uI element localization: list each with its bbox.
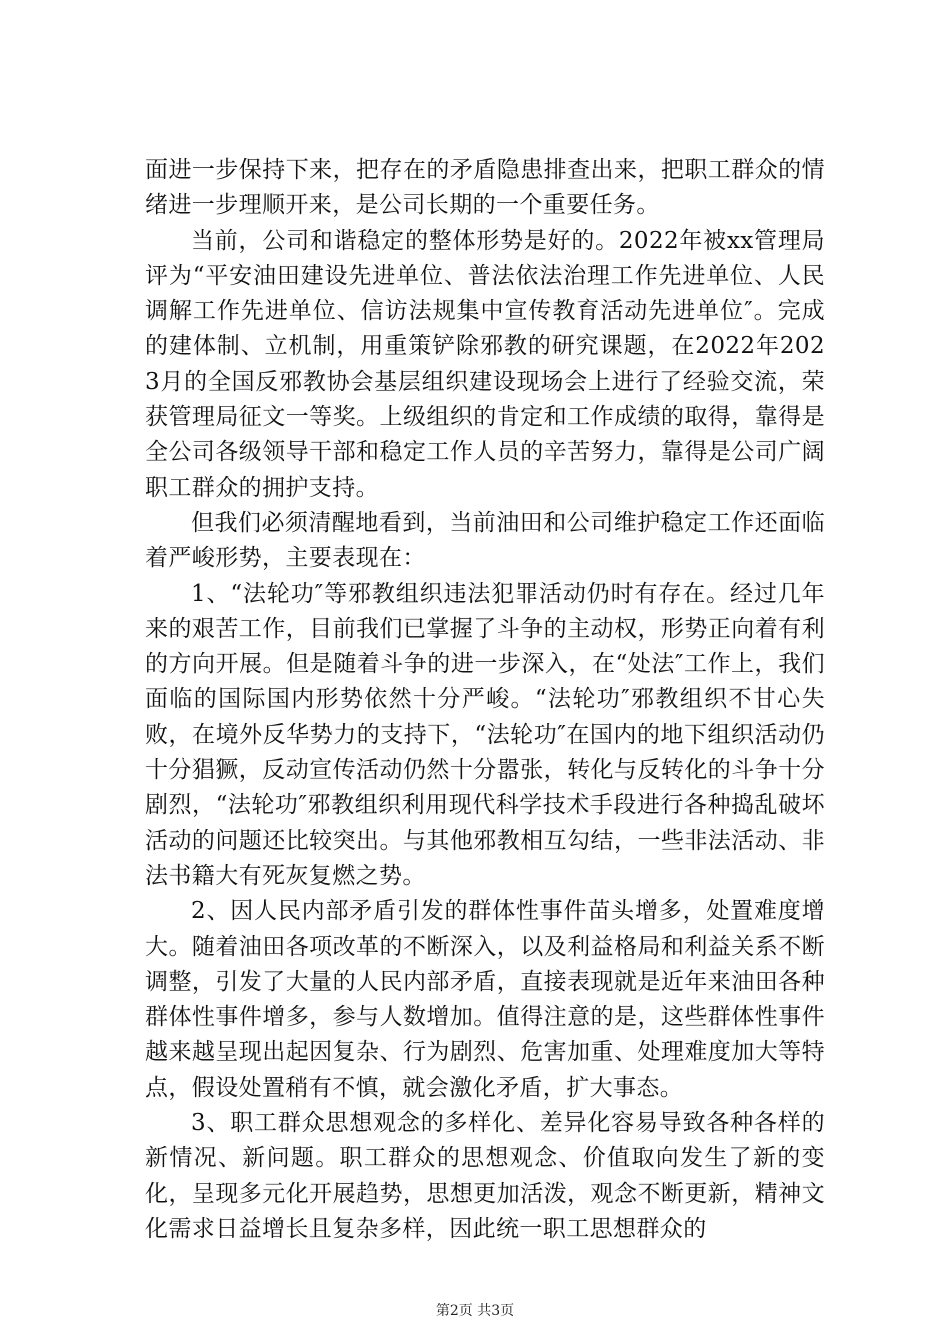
page-footer: 第2页 共3页	[435, 1303, 515, 1319]
paragraph-point-3: 3、职工群众思想观念的多样化、差异化容易导致各种各样的新情况、新问题。职工群众的思想观念、价值取向发生了新的变化，呈现多元化开展趋势，思想更加活泼，观念不断更新，精神文化需求日益增长且复杂多样，因此统一职工思想群众的	[145, 1110, 825, 1242]
paragraph-situation: 当前，公司和谐稳定的整体形势是好的。2022年被xx管理局评为“平安油田建设先进单位、普法依法治理工作先进单位、人民调解工作先进单位、信访法规集中宣传教育活动先进单位″。完成的建体制、立机制，用重策铲除邪教的研究课题，在2022年2023月的全国反邪教协会基层组织建设现场会上进行了经验交流，荣获管理局征文一等奖。上级组织的肯定和工作成绩的取得，靠得是全公司各级领导干部和稳定工作人员的辛苦努力，靠得是公司广阔职工群众的拥护支持。	[145, 227, 825, 501]
document-body	[145, 153, 825, 1247]
paragraph-point-2: 2、因人民内部矛盾引发的群体性事件苗头增多，处置难度增大。随着油田各项改革的不断深入，以及利益格局和利益关系不断调整，引发了大量的人民内部矛盾，直接表现就是近年来油田各种群体性事件增多，参与人数增加。值得注意的是，这些群体性事件越来越呈现出起因复杂、行为剧烈、危害加重、处理难度加大等特点，假设处置稍有不慎，就会激化矛盾，扩大事态。	[145, 898, 825, 1101]
paragraph-continuation: 面进一步保持下来，把存在的矛盾隐患排查出来，把职工群众的情绪进一步理顺开来，是公司长期的一个重要任务。	[145, 157, 825, 219]
paragraph-challenges-intro: 但我们必须清醒地看到，当前油田和公司维护稳定工作还面临着严峻形势，主要表现在：	[145, 509, 825, 572]
paragraph-point-1: 1、“法轮功″等邪教组织违法犯罪活动仍时有存在。经过几年来的艰苦工作，目前我们已掌握了斗争的主动权，形势正向着有利的方向开展。但是随着斗争的进一步深入，在“处法″工作上，我们面临的国际国内形势依然十分严峻。“法轮功″邪教组织不甘心失败，在境外反华势力的支持下，“法轮功″在国内的地下组织活动仍十分猖獗，反动宣传活动仍然十分嚣张，转化与反转化的斗争十分剧烈，“法轮功″邪教组织利用现代科学技术手段进行各种捣乱破坏活动的问题还比较突出。与其他邪教相互勾结，一些非法活动、非法书籍大有死灰复燃之势。	[145, 580, 825, 889]
